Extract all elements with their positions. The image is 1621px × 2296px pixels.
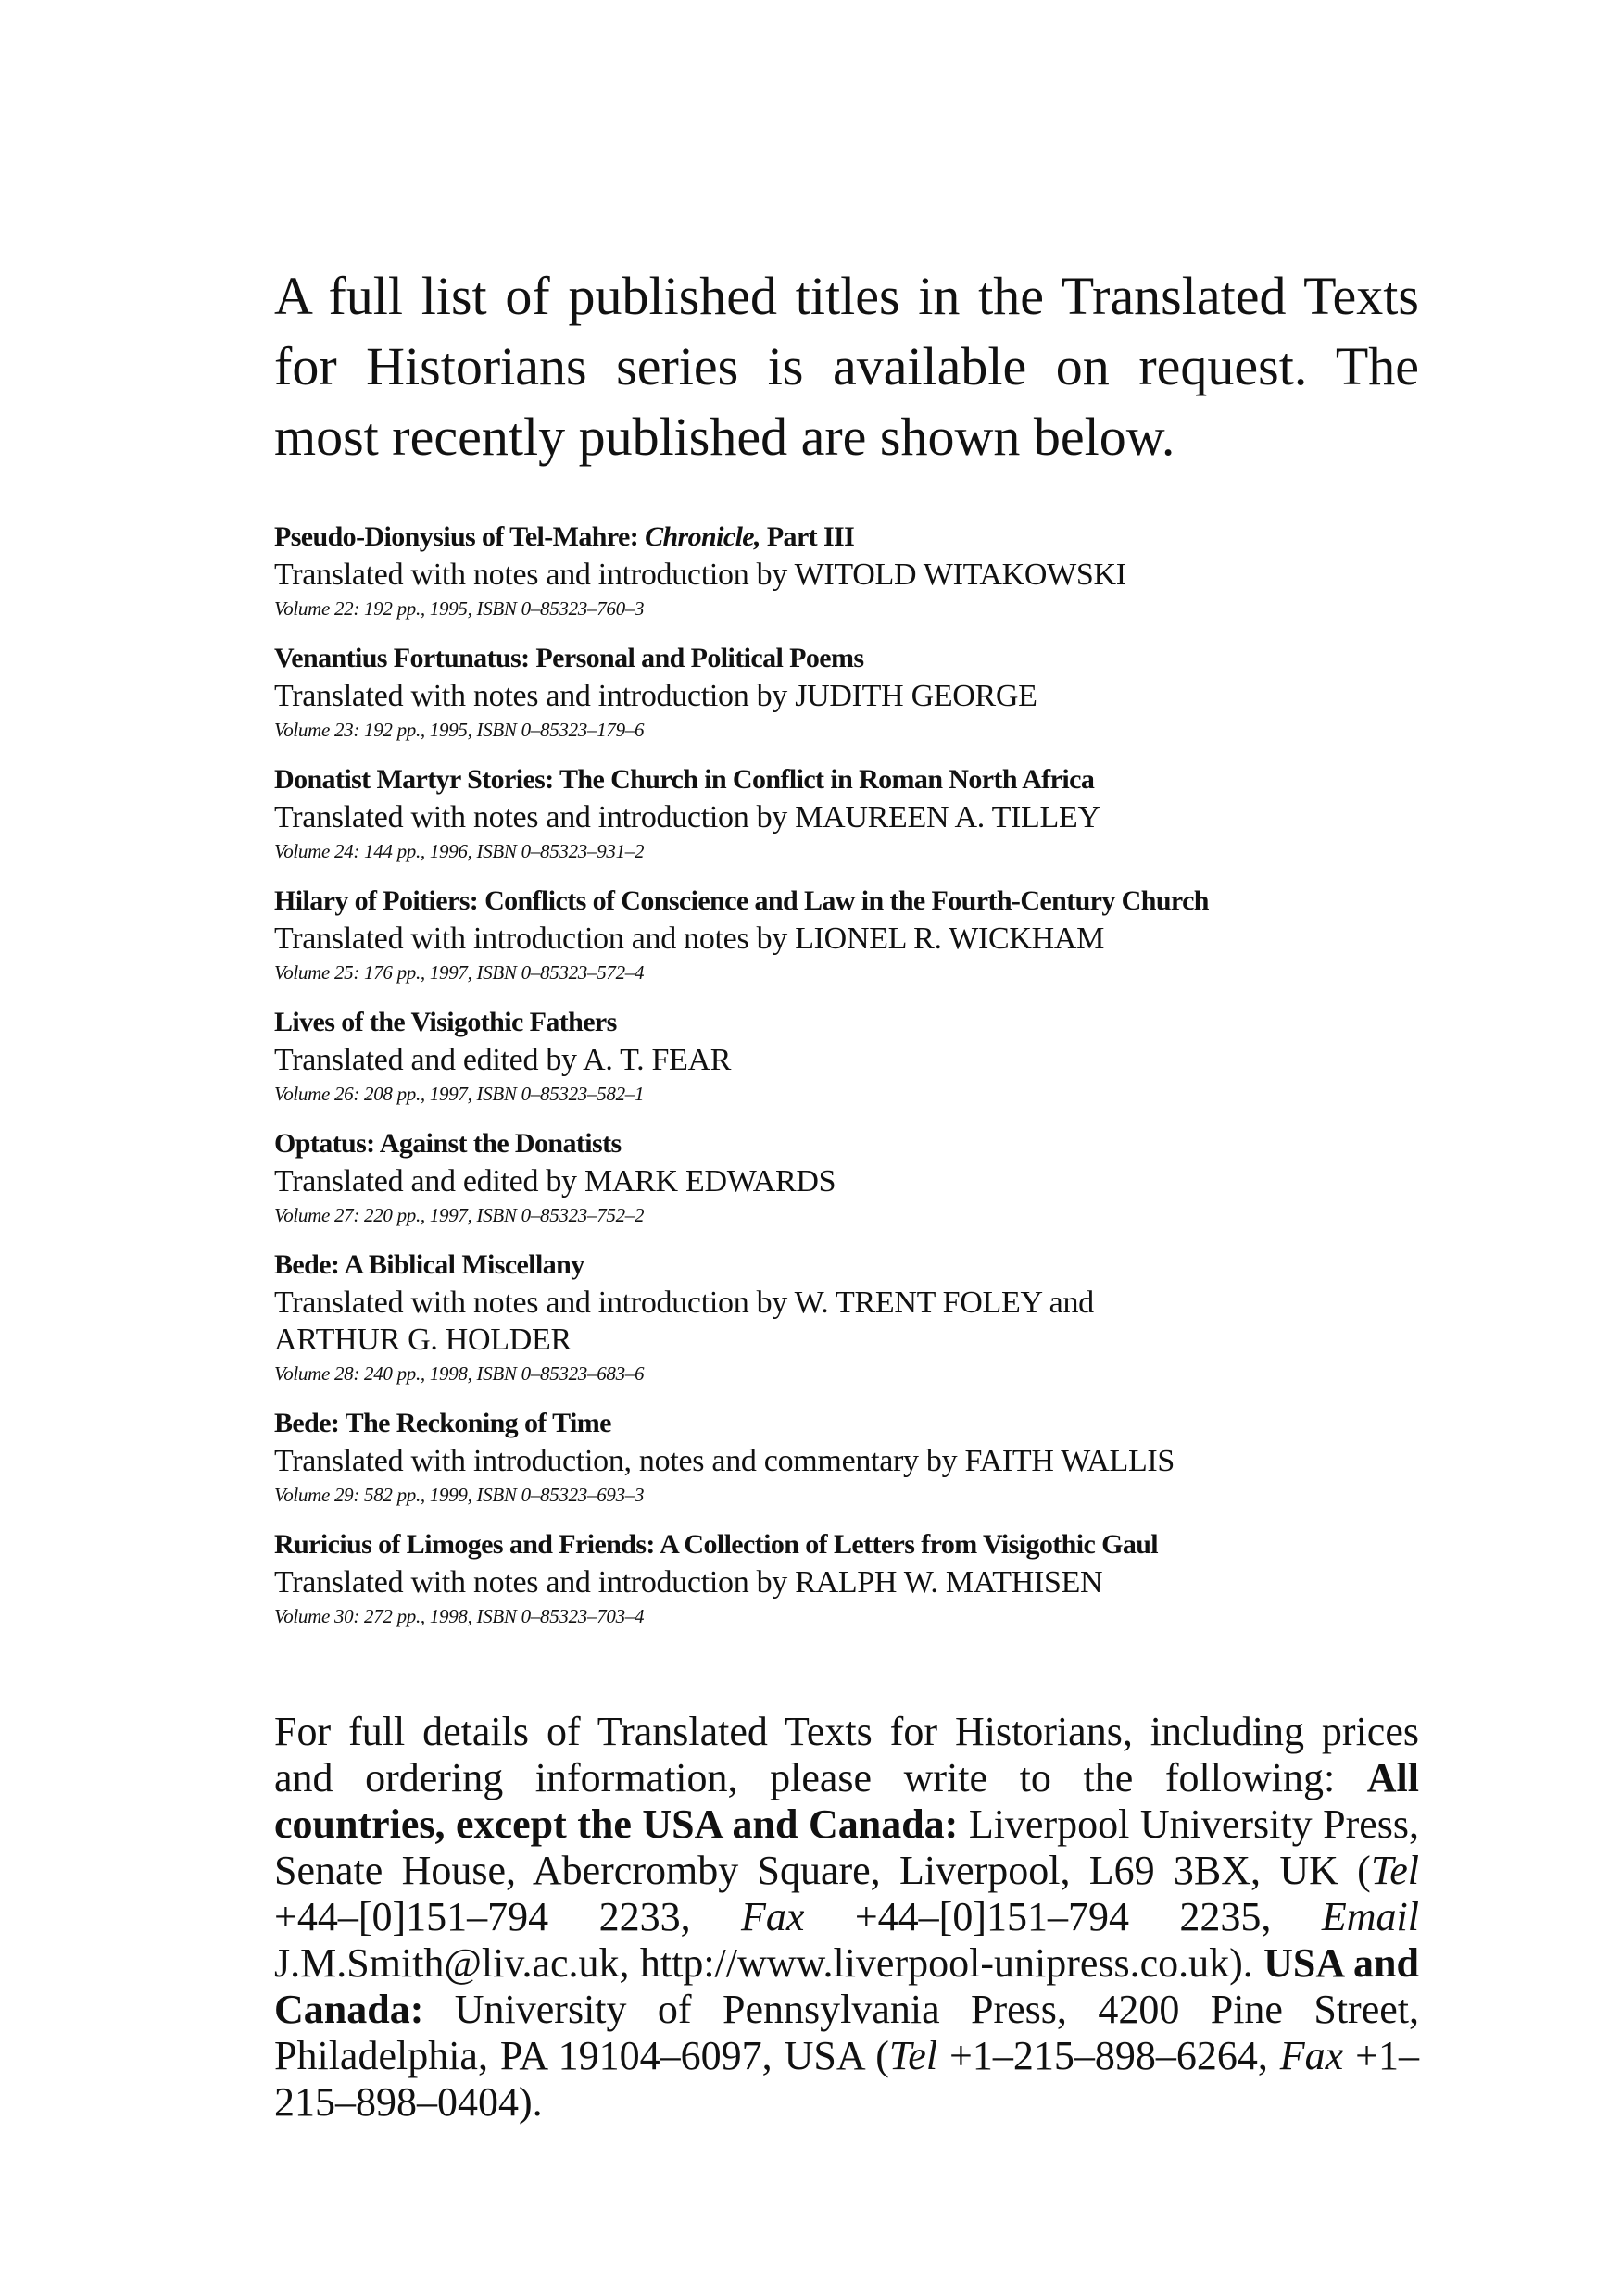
entry-translator-continued: ARTHUR G. HOLDER — [274, 1323, 572, 1357]
entry-volume: Volume 26: 208 pp., 1997, ISBN 0–85323–582–1 — [274, 1083, 645, 1105]
entry-volume: Volume 29: 582 pp., 1999, ISBN 0–85323–693–3 — [274, 1484, 645, 1506]
title-entry — [274, 517, 1419, 623]
region-label-international: All countries, except the USA and Canada: — [274, 1755, 1419, 1847]
entry-translator: Translated with notes and introduction by W. TRENT FOLEY and — [274, 1286, 1094, 1320]
title-entry — [274, 1245, 1419, 1388]
entry-title: Lives of the Visigothic Fathers — [274, 1007, 617, 1037]
page — [274, 261, 1419, 2166]
intro-paragraph: A full list of published titles in the Translated Texts for Historians series is available on request. The most recently published are shown below. — [274, 266, 1419, 467]
title-entry — [274, 638, 1419, 745]
title-entry — [274, 1002, 1419, 1109]
contact-paragraph: For full details of Translated Texts for Historians, including prices and ordering information, please write to the following: All countries, except the USA and Canada: Liverpool University Press, Senate House, Abercromby Square, Liverpool, L69 3BX, UK (Tel +44–[0]151–794 2233, Fax +44–[0]151–794 2235, Email J.M.Smith@liv.ac.uk, http://www.liverpool-unipress.co.uk). USA and Canada: University of Pennsylvania Press, 4200 Pine Street, Philadelphia, PA 19104–6097, USA (Tel +1–215–898–6264, Fax +1–215–898–0404). — [274, 1709, 1419, 2125]
entry-translator: Translated and edited by MARK EDWARDS — [274, 1164, 836, 1198]
entry-volume: Volume 22: 192 pp., 1995, ISBN 0–85323–760–3 — [274, 597, 645, 620]
entry-title: Optatus: Against the Donatists — [274, 1128, 622, 1159]
entry-volume: Volume 25: 176 pp., 1997, ISBN 0–85323–572–4 — [274, 961, 645, 984]
entry-title: Bede: The Reckoning of Time — [274, 1408, 611, 1438]
title-entry — [274, 881, 1419, 987]
entry-title: Hilary of Poitiers: Conflicts of Conscience and Law in the Fourth-Century Church — [274, 885, 1209, 916]
entry-volume: Volume 28: 240 pp., 1998, ISBN 0–85323–683–6 — [274, 1362, 645, 1385]
entry-title: Donatist Martyr Stories: The Church in Conflict in Roman North Africa — [274, 764, 1095, 795]
entry-translator: Translated and edited by A. T. FEAR — [274, 1043, 732, 1077]
entry-title: Venantius Fortunatus: Personal and Political Poems — [274, 643, 864, 673]
title-entry — [274, 1524, 1419, 1631]
entry-volume: Volume 30: 272 pp., 1998, ISBN 0–85323–703–4 — [274, 1605, 645, 1627]
entry-translator: Translated with introduction, notes and commentary by FAITH WALLIS — [274, 1444, 1175, 1478]
title-entry — [274, 1123, 1419, 1230]
entry-title: Pseudo-Dionysius of Tel-Mahre: Chronicle, Part III — [274, 521, 855, 552]
entry-translator: Translated with notes and introduction by WITOLD WITAKOWSKI — [274, 558, 1126, 592]
entry-volume: Volume 27: 220 pp., 1997, ISBN 0–85323–752–2 — [274, 1204, 645, 1226]
title-entry — [274, 759, 1419, 866]
region-label-north-america: USA and Canada: — [274, 1940, 1419, 2032]
entry-title: Ruricius of Limoges and Friends: A Collection of Letters from Visigothic Gaul — [274, 1529, 1159, 1560]
title-entry — [274, 1403, 1419, 1510]
entry-translator: Translated with notes and introduction by RALPH W. MATHISEN — [274, 1565, 1103, 1600]
entry-volume: Volume 24: 144 pp., 1996, ISBN 0–85323–931–2 — [274, 840, 645, 862]
entry-translator: Translated with notes and introduction by MAUREEN A. TILLEY — [274, 800, 1100, 834]
entry-translator: Translated with introduction and notes by LIONEL R. WICKHAM — [274, 922, 1105, 956]
entry-volume: Volume 23: 192 pp., 1995, ISBN 0–85323–179–6 — [274, 719, 645, 741]
entry-translator: Translated with notes and introduction by JUDITH GEORGE — [274, 679, 1037, 713]
entry-title: Bede: A Biblical Miscellany — [274, 1249, 584, 1280]
